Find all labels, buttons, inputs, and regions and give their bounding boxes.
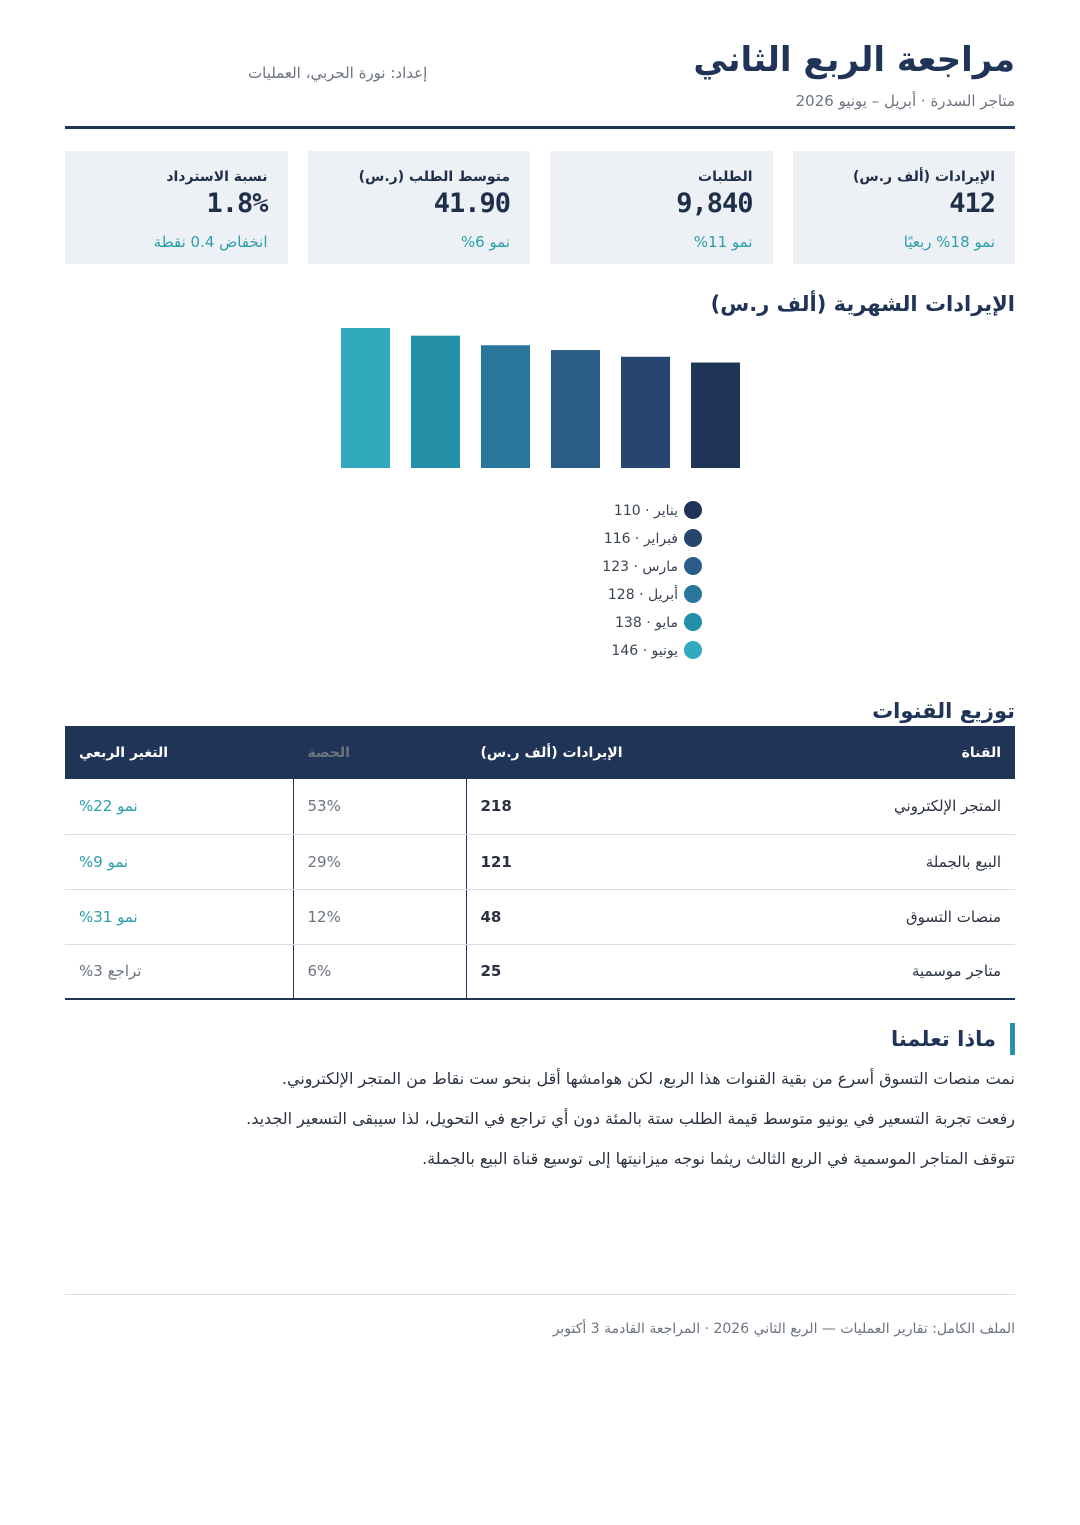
monthly-revenue-chart — [0, 310, 1080, 690]
channels-table — [65, 726, 1015, 1000]
table-row — [65, 944, 1015, 999]
kpi-card-revenue — [793, 151, 1016, 264]
cell-change: تراجع 3% — [65, 944, 293, 999]
cell-share: 6% — [293, 944, 466, 999]
kpi-value: 41.90 — [433, 188, 510, 219]
header-divider — [65, 126, 1015, 129]
cell-revenue: 218 — [466, 779, 693, 834]
legend-swatch-2 — [684, 529, 702, 547]
bar-5 — [411, 336, 460, 468]
table-row — [65, 779, 1015, 834]
cell-revenue: 48 — [466, 889, 693, 944]
learnings-list — [65, 1067, 1015, 1187]
cell-channel: البيع بالجملة — [693, 834, 1015, 889]
cell-change: نمو 9% — [65, 834, 293, 889]
column-header-share: الحصة — [293, 726, 466, 779]
cell-share: 29% — [293, 834, 466, 889]
kpi-card-average-order — [308, 151, 531, 264]
cell-share: 53% — [293, 779, 466, 834]
bar-4 — [481, 345, 530, 468]
kpi-label: الطلبات — [698, 169, 753, 185]
table-header-row — [65, 726, 1015, 779]
kpi-delta: نمو 18% ربعيًا — [903, 233, 995, 251]
bar-1 — [691, 363, 740, 468]
kpi-delta: نمو 6% — [460, 233, 510, 251]
column-header-change: التغير الربعي — [65, 726, 293, 779]
footer-divider — [65, 1294, 1015, 1295]
column-header-channel: القناة — [693, 726, 1015, 779]
cell-revenue: 121 — [466, 834, 693, 889]
kpi-value: 1.8% — [206, 188, 268, 219]
cell-share: 12% — [293, 889, 466, 944]
kpi-value: 9,840 — [676, 188, 753, 219]
kpi-delta: انخفاض 0.4 نقطة — [153, 233, 268, 251]
legend-label-4: أبريل · 128 — [607, 587, 678, 603]
legend-label-6: يونيو · 146 — [611, 643, 678, 659]
cell-channel: المتجر الإلكتروني — [693, 779, 1015, 834]
legend-swatch-6 — [684, 641, 702, 659]
author-line: إعداد: نورة الحربي، العمليات — [248, 64, 428, 82]
legend-label-3: مارس · 123 — [602, 559, 678, 575]
page-title: مراجعة الربع الثاني — [693, 40, 1015, 80]
column-header-revenue: الإيرادات (ألف ر.س) — [466, 726, 693, 779]
report-header — [65, 40, 1015, 130]
page-subtitle: متاجر السدرة · أبريل – يونيو 2026 — [795, 92, 1015, 110]
cell-channel: متاجر موسمية — [693, 944, 1015, 999]
kpi-card-orders — [550, 151, 773, 264]
bar-3 — [551, 350, 600, 468]
kpi-card-refund-rate — [65, 151, 288, 264]
legend-label-1: يناير · 110 — [613, 503, 678, 519]
kpi-label: نسبة الاسترداد — [166, 169, 268, 185]
cell-revenue: 25 — [466, 944, 693, 999]
cell-channel: منصات التسوق — [693, 889, 1015, 944]
chart-title: الإيرادات الشهرية (ألف ر.س) — [710, 292, 1015, 316]
table-row — [65, 834, 1015, 889]
kpi-label: الإيرادات (ألف ر.س) — [852, 169, 995, 185]
legend-label-2: فبراير · 116 — [603, 531, 678, 547]
legend-swatch-3 — [684, 557, 702, 575]
legend-swatch-5 — [684, 613, 702, 631]
cell-change: نمو 22% — [65, 779, 293, 834]
learnings-accent-bar — [1010, 1023, 1015, 1055]
page-footer: الملف الكامل: تقارير العمليات — الربع الثاني 2026 · المراجعة القادمة 3 أكتوبر — [552, 1321, 1015, 1337]
learnings-title: ماذا تعلمنا — [890, 1027, 996, 1051]
kpi-value: 412 — [949, 188, 995, 219]
table-row — [65, 889, 1015, 944]
legend-swatch-4 — [684, 585, 702, 603]
learning-item: تتوقف المتاجر الموسمية في الربع الثالث ريثما نوجه ميزانيتها إلى توسيع قناة البيع بالجملة. — [422, 1149, 1015, 1168]
kpi-delta: نمو 11% — [693, 233, 753, 251]
learning-item: رفعت تجربة التسعير في يونيو متوسط قيمة الطلب ستة بالمئة دون أي تراجع في التحويل، لذا سيبقى التسعير الجديد. — [246, 1109, 1015, 1128]
bar-6 — [341, 328, 390, 468]
legend-swatch-1 — [684, 501, 702, 519]
bar-2 — [621, 357, 670, 468]
learning-item: نمت منصات التسوق أسرع من بقية القنوات هذا الربع، لكن هوامشها أقل بنحو ست نقاط من المتجر الإلكتروني. — [281, 1069, 1015, 1088]
kpi-label: متوسط الطلب (ر.س) — [358, 169, 510, 185]
channels-title: توزيع القنوات — [872, 699, 1015, 723]
cell-change: نمو 31% — [65, 889, 293, 944]
legend-label-5: مايو · 138 — [615, 615, 678, 631]
kpi-cards — [65, 151, 1015, 264]
